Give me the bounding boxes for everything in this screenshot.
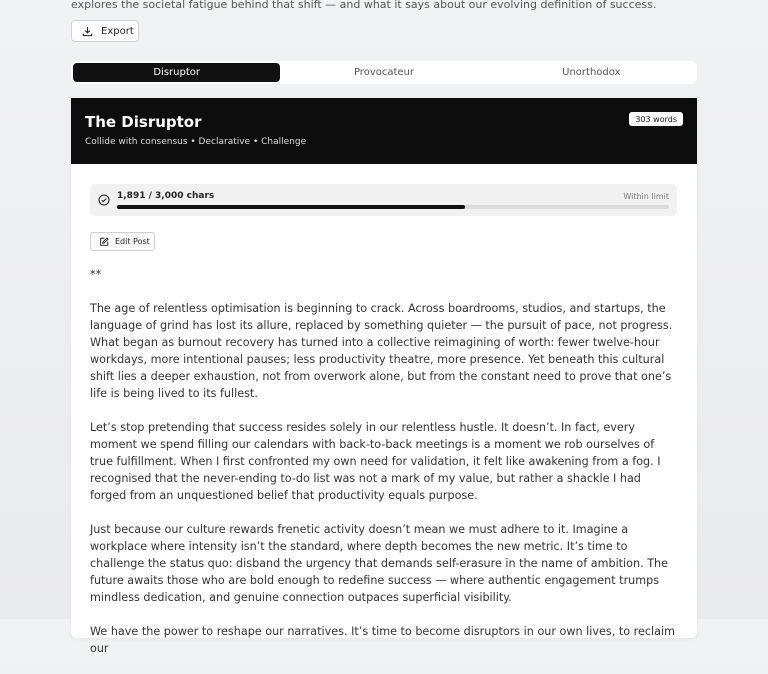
post-paragraph: ** [90,268,102,281]
edit-icon [99,237,109,247]
variant-tabs [71,61,697,84]
intro-text: explores the societal fatigue behind that shift — and what it says about our evolving definition of success. [71,0,657,11]
download-icon [82,26,93,37]
post-card [71,98,697,655]
post-paragraph: Let’s stop pretending that success resides solely in our relentless hustle. It doesn’t. In fact, every moment we spend filling our calendars with back-to-back meetings is a moment we rob ourselves of true fulfillment. When I first confronted my own need for validation, it felt like awakening from a fog. I recognised that the never-ending to-do list was not a mark of my value, but rather a shackle I had forged from an unquestioned belief that productivity equals purpose. [90,421,661,502]
post-paragraph: We have the power to reshape our narratives. It’s time to become disruptors in our own lives, to reclaim our [90,625,675,655]
export-button[interactable] [71,20,139,42]
tab-provocateur[interactable]: Provocateur [353,67,415,78]
check-circle-icon [98,194,110,206]
char-count: 1,891 / 3,000 chars [117,191,215,201]
post-paragraph: The age of relentless optimisation is beginning to crack. Across boardrooms, studios, and startups, the language of grind has lost its allure, replaced by something quieter — the pursuit of pace, not progress. What began as burnout recovery has turned into a collective reimagining of worth: fewer twelve-hour workdays, more intentional pauses; less productivity theatre, more presence. Yet beneath this cultural shift lies a deeper exhaustion, not from overwork alone, but from the constant need to prove that one’s life is being lived to its fullest. [90,302,673,400]
word-count-badge: 303 words [629,112,683,126]
char-progress-fill [117,205,465,209]
card-subtitle: Collide with consensus • Declarative • Challenge [85,137,307,147]
post-body [90,266,680,674]
export-label: Export [101,25,134,37]
card-header [71,98,697,164]
post-paragraph: Just because our culture rewards frenetic activity doesn’t mean we must adhere to it. Imagine a workplace where intensity isn’t the standard, where depth becomes the new metric. It’s time to challenge the status quo: disband the urgency that demands self-erasure in the name of ambition. The future awaits those who are bold enough to redefine success — where authentic engagement trumps mindless dedication, and genuine connection outpaces superficial visibility. [90,523,669,604]
limit-status: Within limit [623,192,669,201]
edit-post-label: Edit Post [115,237,150,246]
edit-post-button[interactable] [90,232,155,251]
char-meter [90,184,677,216]
tab-unorthodox[interactable]: Unorthodox [562,67,621,78]
char-progress-track [117,205,669,209]
tab-disruptor[interactable]: Disruptor [73,63,280,82]
card-title: The Disruptor [85,113,202,131]
